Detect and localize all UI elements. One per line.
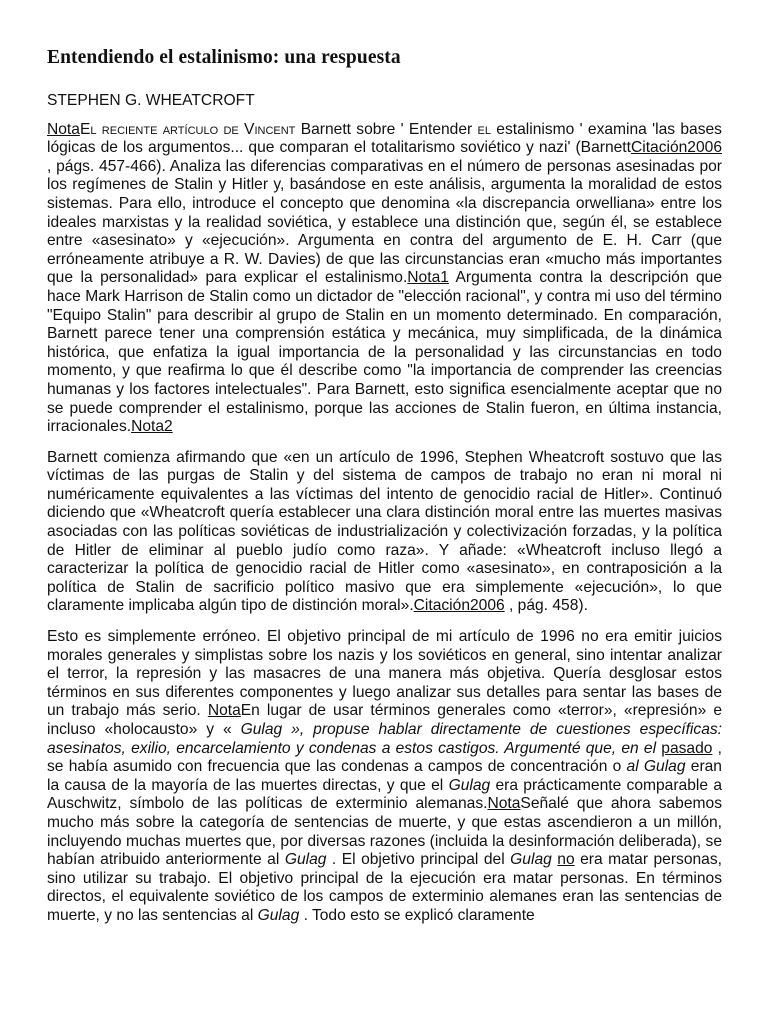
- body-text: Barnett comienza afirmando que «en un artículo de 1996, Stephen Wheatcroft sostuvo que las víctimas de las purgas de Stalin y del sistema de campos de trabajo no eran ni moral ni numéricamente equivalentes a las víctimas del intento de genocidio racial de Hitler». Continuó diciendo que «Wheatcroft quería establecer una clara distinción moral entre las muertes masivas asociadas con las políticas soviéticas de industrialización y colectivización forzadas, y la política de Hitler de eliminar al pueblo judío como raza». Y añade: «Wheatcroft incluso llegó a caracterizar la política de genocidio racial de Hitler como «asesinato», en contraposición a la política de Stalin de sacrificio político masivo que era simplemente «ejecución», lo que claramente implicaba algún tipo de distinción moral».: [47, 448, 722, 615]
- body-text: era matar personas, sino utilizar su trabajo. El objetivo principal de la ejecución era matar personas. En términos directos, el equivalente soviético de los campos de exterminio alemanes eran las sentencias de muerte, y no las sentencias al: [47, 851, 722, 924]
- pasado-link[interactable]: pasado: [661, 739, 713, 757]
- note-link[interactable]: Nota: [47, 120, 80, 138]
- body-text: Señalé que ahora sabemos mucho más sobre la categoría de sentencias de muerte, y que estas ascendieron a un millón, incluyendo muchas muertes que, por diversas razones (incluida la desinformación deliberada), se habían atribuido anteriormente al: [47, 795, 722, 869]
- paragraph-3: [47, 628, 722, 926]
- document-title: Entendiendo el estalinismo: una respuesta: [47, 47, 401, 68]
- italic-text: Gulag », propuse hablar directamente de cuestiones específicas: asesinatos, exilio, encarcelamiento y condenas a estos castigos. Argumenté que, en el: [47, 721, 722, 757]
- body-text: Argumenta contra la descripción que hace Mark Harrison de Stalin como un dictador de "elección racional", y contra mi uso del término "Equipo Stalin" para describir al grupo de Stalin en un momento determinado. En comparación, Barnett parece tener una comprensión estática y mecánica, muy simplificada, de la dinámica histórica, que enfatiza la igual importancia de la personalidad y las circunstancias en todo momento, y que reafirma lo que él describe como "la importancia de comprender las creencias humanas y los factores intelectuales". Para Barnett, esto significa esencialmente aceptar que no se puede comprender el estalinismo, porque las acciones de Stalin fueron, en última instancia, irracionales.: [47, 269, 722, 436]
- no-emphasis: no: [557, 851, 575, 869]
- citation-link[interactable]: Citación2006: [413, 597, 505, 615]
- italic-text: al Gulag: [626, 758, 686, 776]
- italic-text: Gulag: [510, 851, 552, 869]
- note-link[interactable]: Nota: [207, 702, 241, 720]
- small-caps-text: El reciente artículo de: [79, 120, 239, 138]
- body-text: . Todo esto se explicó claramente: [299, 906, 535, 924]
- body-text: era prácticamente comparable a Auschwitz, símbolo de las políticas de exterminio alemanas.: [47, 776, 722, 813]
- paragraph-1: [47, 121, 722, 437]
- author-name: STEPHEN G. WHEATCROFT: [47, 92, 255, 109]
- body-text: Esto es simplemente erróneo. El objetivo principal de mi artículo de 1996 no era emitir juicios morales generales y simplistas sobre los nazis y los soviéticos en general, sino intentar analizar el terror, la represión y las masacres de una manera más objetiva. Quería desglosar estos términos en sus diferentes componentes y luego analizar sus detalles para sentar las bases de un trabajo más serio.: [47, 628, 722, 720]
- body-text: , págs. 457-466). Analiza las diferencias comparativas en el número de personas asesinadas por los regímenes de Stalin y Hitler y, basándose en este análisis, argumenta la moralidad de estos sistemas. Para ello, introduce el concepto que denomina «la discrepancia orwelliana» entre los ideales marxistas y la realidad soviética, y establece una distinción que, según él, se establece entre «asesinato» y «ejecución». Argumenta en contra del argumento de E. H. Carr (que erróneamente atribuye a R. W. Davies) de que las circunstancias eran «mucho más importantes que la personalidad» para explicar el estalinismo.: [47, 157, 722, 287]
- small-caps-text: Vincent: [244, 120, 296, 138]
- note-1-link[interactable]: Nota1: [407, 269, 449, 287]
- paragraph-2: [47, 449, 722, 616]
- body-text: Barnett sobre ' Entender: [295, 120, 478, 138]
- body-text: , pág. 458).: [504, 597, 588, 615]
- note-2-link[interactable]: Nota2: [131, 418, 173, 436]
- body-text: , se había asumido con frecuencia que las condenas a campos de concentración o: [47, 739, 722, 776]
- body-text: En lugar de usar términos generales como «terror», «represión» e incluso «holocausto» y «: [47, 702, 722, 738]
- body-text: eran la causa de la mayoría de las muertes directas, y que el: [47, 758, 722, 794]
- document-page: [47, 46, 722, 938]
- italic-text: Gulag: [284, 851, 327, 869]
- italic-text: Gulag: [257, 906, 300, 924]
- body-text: . El objetivo principal del: [326, 851, 511, 869]
- small-caps-text: el: [477, 120, 491, 138]
- italic-text: Gulag: [448, 776, 491, 794]
- body-text: estalinismo ' examina 'las bases lógicas de los argumentos... que comparan el totalitarismo soviético y nazi' (Barnett: [47, 120, 722, 157]
- citation-link[interactable]: Citación2006: [630, 139, 722, 157]
- note-link[interactable]: Nota: [487, 795, 521, 813]
